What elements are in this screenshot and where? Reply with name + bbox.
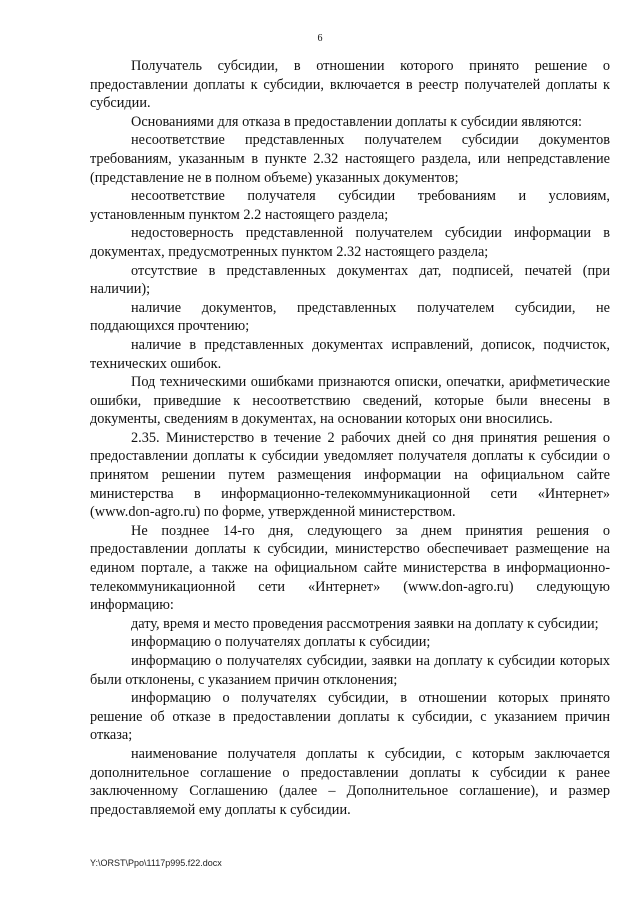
- paragraph: Основаниями для отказа в предоставлении доплаты к субсидии являются:: [131, 113, 583, 130]
- footer-file-path: Y:\ORST\Ppo\1117p995.f22.docx: [90, 858, 222, 868]
- paragraph: дату, время и место проведения рассмотрения заявки на доплату к субсидии;: [131, 615, 599, 632]
- document-body: [90, 57, 610, 819]
- paragraph: Не позднее 14-го дня, следующего за днем принятия решения о предоставлении доплаты к субсидии, министерство обеспечивает размещение на едином портале, а также на официальном сайте министерства в информационно-телекоммуникационной сети «Интернет» (www.don-agro.ru) следующую информацию:: [90, 522, 610, 614]
- paragraph: отсутствие в представленных документах дат, подписей, печатей (при наличии);: [90, 262, 610, 298]
- paragraph: Под техническими ошибками признаются описки, опечатки, арифметические ошибки, приведшие к несоответствию сведений, которые были внесены в документы, сведениям в документах, на основании которых они вносились.: [90, 374, 610, 428]
- paragraph: 2.35. Министерство в течение 2 рабочих дней со дня принятия решения о предоставлении доплаты к субсидии уведомляет получателя доплаты к субсидии о принятом решении путем размещения информации на официальном сайте министерства в информационно-телекоммуникационной сети «Интернет» (www.don-agro.ru) по форме, утвержденной министерством.: [90, 429, 610, 521]
- paragraph: несоответствие получателя субсидии требованиям и условиям, установленным пунктом 2.2 настоящего раздела;: [90, 188, 610, 223]
- paragraph: наличие документов, представленных получателем субсидии, не поддающихся прочтению;: [90, 299, 610, 335]
- paragraph: информацию о получателях субсидии, в отношении которых принято решение об отказе в предоставлении доплаты к субсидии, с указанием причин отказа;: [90, 690, 610, 744]
- paragraph: информацию о получателях субсидии, заявки на доплату к субсидии которых были отклонены, с указанием причин отклонения;: [90, 653, 610, 688]
- page-number: 6: [317, 33, 323, 44]
- paragraph: несоответствие представленных получателем субсидии документов требованиям, указанным в пункте 2.32 настоящего раздела, или непредставление (представление не в полном объеме) указанных документов;: [90, 132, 610, 186]
- paragraph: наличие в представленных документах исправлений, дописок, подчисток, технических ошибок.: [90, 336, 610, 372]
- paragraph: недостоверность представленной получателем субсидии информации в документах, предусмотренных пунктом 2.32 настоящего раздела;: [90, 225, 610, 260]
- paragraph: информацию о получателях доплаты к субсидии;: [131, 634, 431, 651]
- paragraph: Получатель субсидии, в отношении которого принято решение о предоставлении доплаты к субсидии, включается в реестр получателей доплаты к субсидии.: [90, 58, 610, 112]
- paragraph: наименование получателя доплаты к субсидии, с которым заключается дополнительное соглашение о предоставлении доплаты к субсидии к ранее заключенному Соглашению (далее – Дополнительное соглашение), и размер предоставляемой ему доплаты к субсидии.: [90, 745, 610, 818]
